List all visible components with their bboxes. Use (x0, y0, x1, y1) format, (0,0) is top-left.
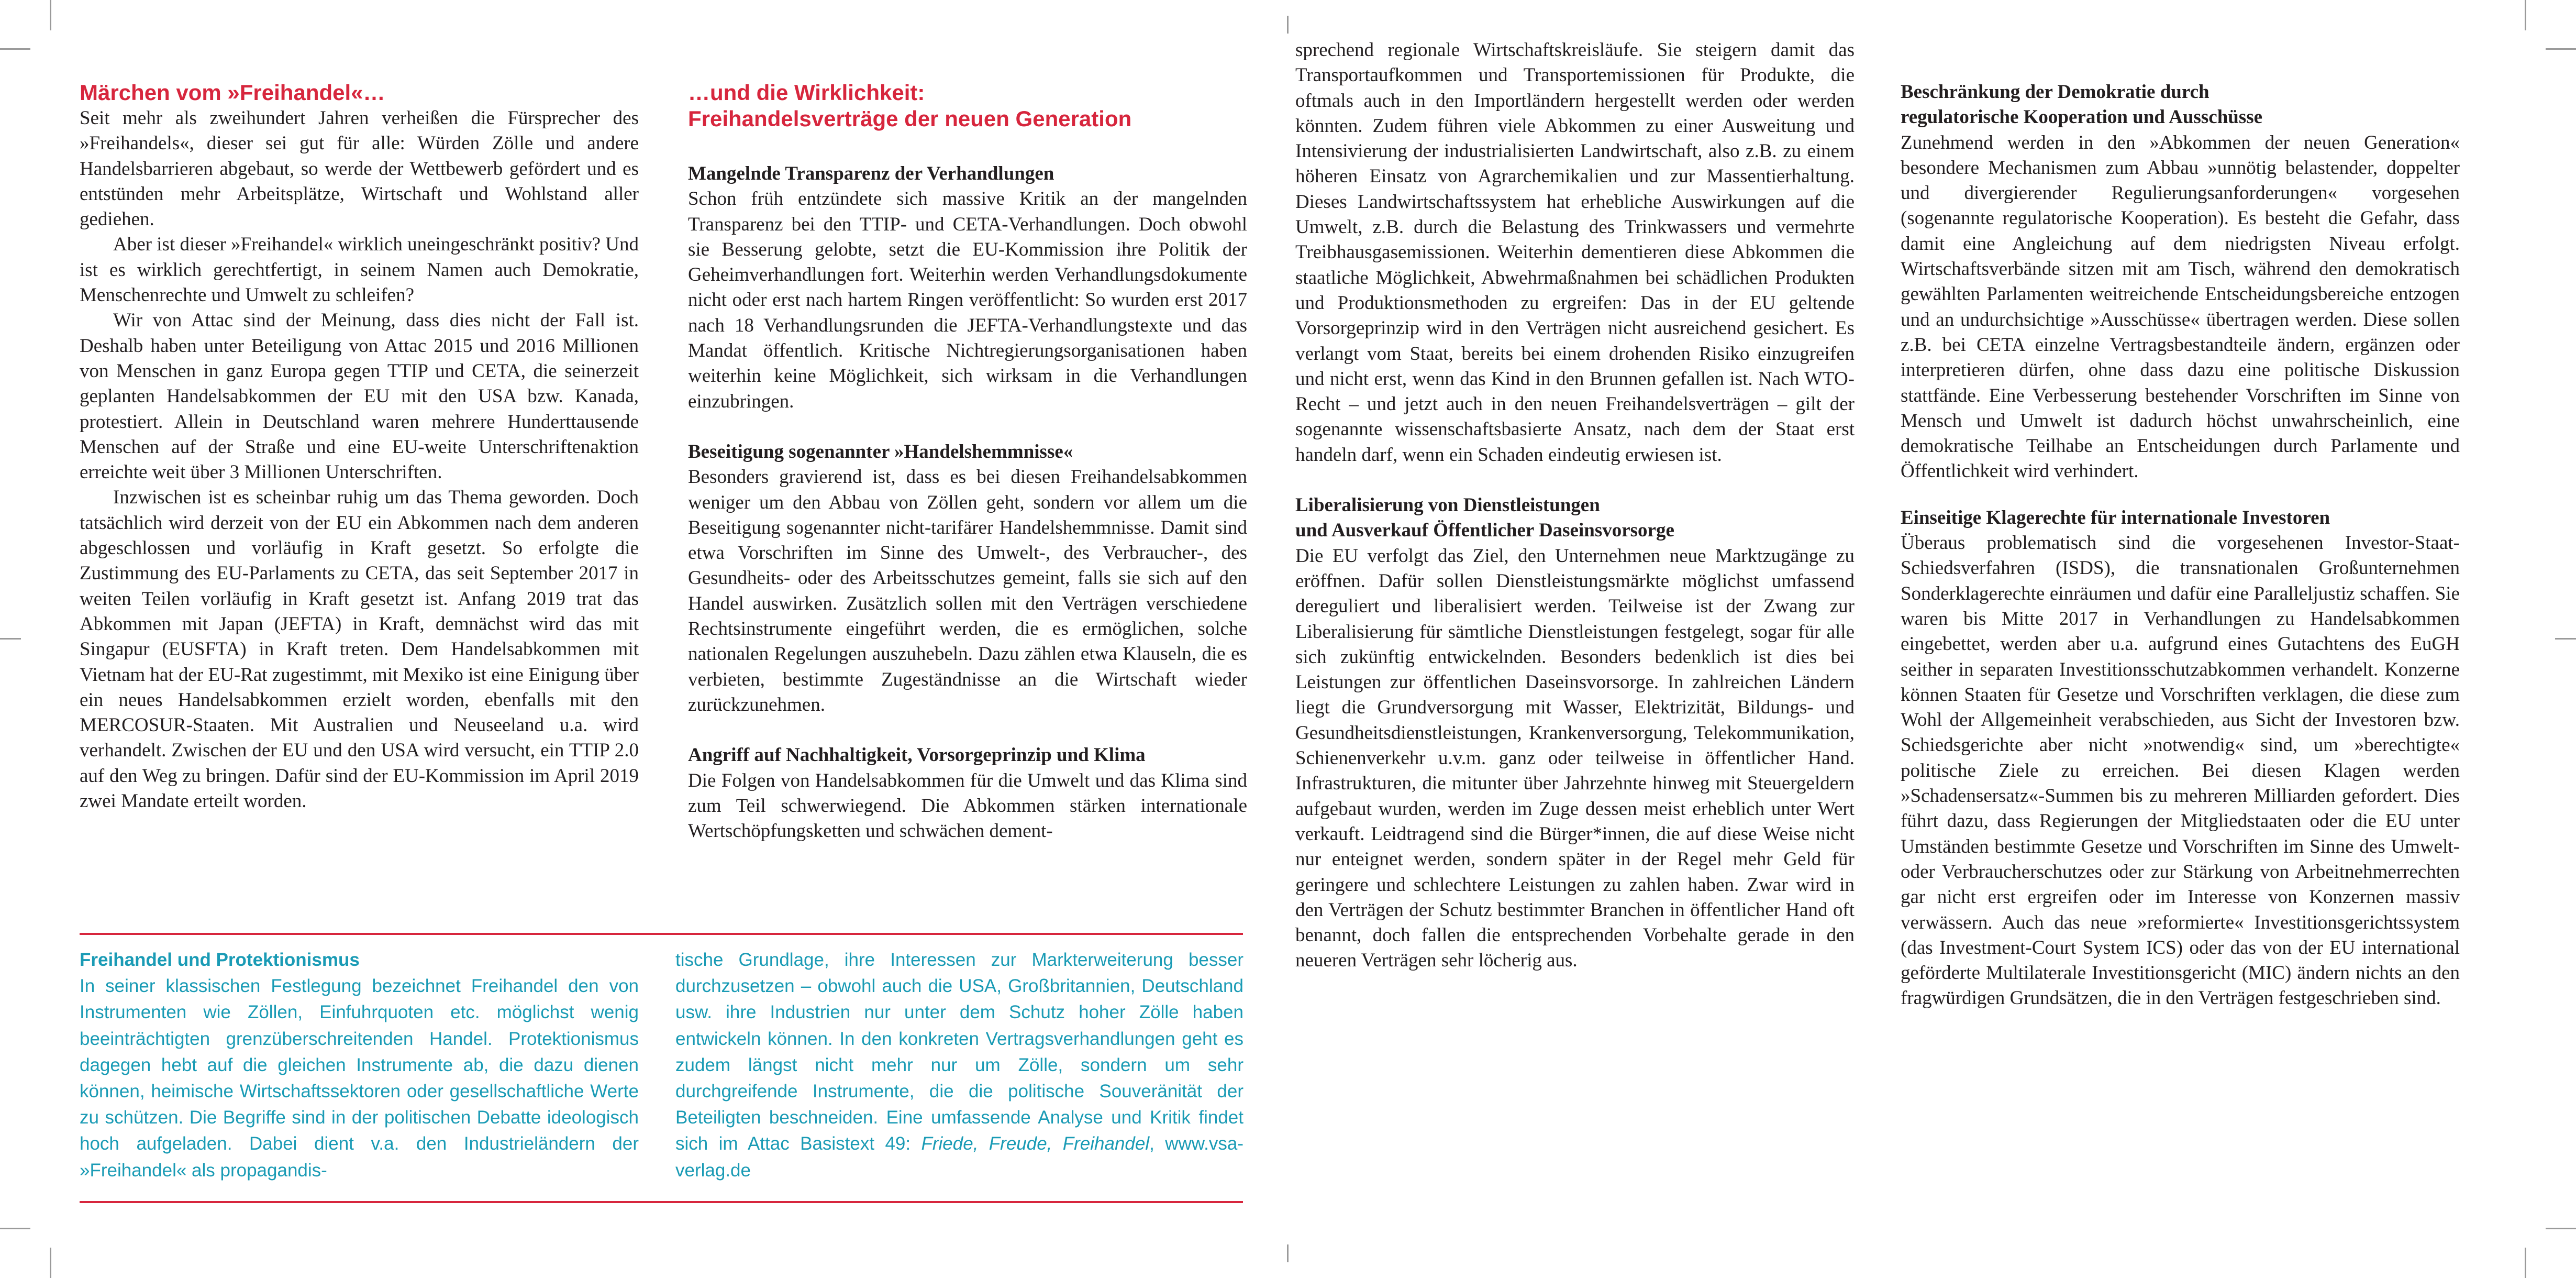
paragraph: Seit mehr als zweihundert Jahren verheißen die Fürsprecher des »Freihandels«, dieser sei gut für alle: Würden Zölle und andere Handelsbarrieren abgebaut, so werde der Wettbewerb gefördert und es entstünden mehr Arbeitsplätze, Wirtschaft und Wohlstand aller gediehen. (80, 107, 639, 230)
info-box-text (675, 947, 1243, 1184)
heading-line: Freihandelsverträge der neuen Generation (688, 106, 1132, 131)
section-title-klagerechte: Einseitige Klagerechte für internationale Investoren (1901, 506, 2330, 528)
box-top-rule (80, 933, 1243, 935)
section-title-transparenz: Mangelnde Transparenz der Verhandlungen (688, 163, 1054, 184)
paragraph: Überaus problematisch sind die vorgesehenen Investor-Staat-Schiedsverfahren (ISDS), die transnationalen Großunternehmen Sonderklagerechte einräumen und dafür eine Paralleljustiz schaffen. Sie waren bis Mitte 2017 in Verhandlungen zu Handelsabkommen eingebettet, werden aber u.a. aufgrund eines Gutachtens des EuGH seither in separaten Investitionsschutzabkommen verhandelt. Konzerne können Staaten für Gesetze und Vorschriften verklagen, die diese zum Wohl der Allgemeinheit verabschieden, aus Sicht der Investoren bzw. Schiedsgerichte aber nicht »notwendig« sind, um »berechtigte« politische Ziele zu erreichen. Bei diesen Klagen werden »Schadensersatz«-Summen bis zu mehreren Milliarden gefordert. Dies führt dazu, dass Regierungen der Mitgliedstaaten oder die EU unter Umständen bestimmte Gesetze und Vorschriften im Sinne des Umwelt- oder Verbraucherschutzes oder zur Stärkung von Arbeitnehmerrechten gar nicht erst ergreifen oder im Interesse von Konzernen massiv verwässern. Auch das neue »reformierte« Investitionsgerichtssystem (das Investment-Court System ICS) oder das von der EU international geförderte Multilaterale Investitionsgericht (MIC) ändern nichts an den fragwürdigen Grundsätzen, die in den Verträgen festgeschrieben sind. (1901, 532, 2460, 1009)
info-box-left (80, 947, 639, 1184)
crop-mark (2525, 0, 2526, 30)
box-bottom-rule (80, 1201, 1243, 1203)
info-box-title: Freihandel und Protektionismus (80, 950, 360, 970)
paragraph: Wir von Attac sind der Meinung, dass dies nicht der Fall ist. Deshalb haben unter Beteiligung von Attac 2015 und 2016 Millionen von Menschen in ganz Europa gegen TTIP und CETA, die seinerzeit geplanten Handelsabkommen der EU mit den USA bzw. Kanada, protestiert. Allein in Deutschland waren mehrere Hunderttausende Menschen auf der Straße und eine EU-weite Unterschriftenaktion erreichte weit über 3 Millionen Unterschriften. (80, 310, 639, 483)
section-title-dienstleistungen (1295, 493, 1855, 544)
section-title-handelshemmnisse: Beseitigung sogenannter »Handelshemmnisse« (688, 440, 1073, 462)
paragraph: Aber ist dieser »Freihandel« wirklich uneingeschränkt positiv? Und ist es wirklich gerechtfertigt, in seinem Namen auch Demokratie, Menschenrechte und Umwelt zu schleifen? (80, 234, 639, 306)
heading-line: …und die Wirklichkeit: (688, 80, 925, 105)
fold-mark (1287, 1244, 1289, 1262)
paragraph: sprechend regionale Wirtschaftskreisläufe. Sie steigern damit das Transportaufkommen und Transportemissionen für Produkte, die oftmals auch in den Importländern hergestellt werden oder werden könnten. Zudem führen viele Abkommen zu einer Ausweitung und Intensivierung der industrialisierten Landwirtschaft, also z.B. zu einem höheren Einsatz von Agrarchemikalien und zur Massentierhaltung. Dieses Landwirtschaftssystem hat erhebliche Auswirkungen auf die Umwelt, z.B. durch die Belastung des Trinkwassers und vermehrte Treibhausgasemissionen. Weiterhin dementieren diese Abkommen die staatliche Möglichkeit, Abwehrmaßnahmen bei schädlichen Produkten und Produktionsmethoden zu ergreifen: Das in der EU geltende Vorsorgeprinzip wird in den Verträgen nicht ausreichend gesichert. Es verlangt vom Staat, bereits bei einem drohenden Risiko einzugreifen und nicht erst, wenn das Kind in den Brunnen gefallen ist. Nach WTO-Recht – und jetzt auch in den neuen Freihandelsverträgen – gilt der sogenannte wissenschaftsbasierte Ansatz, nach dem der Staat erst handeln darf, wenn ein Schaden eindeutig erwiesen ist. (1295, 39, 1855, 466)
crop-mark (0, 1228, 30, 1229)
crop-mark (2546, 1228, 2576, 1229)
section-title-demokratie (1901, 80, 2460, 130)
crop-mark (0, 638, 21, 640)
crop-mark (50, 1248, 51, 1278)
column-4 (1901, 80, 2460, 1011)
section-title-line: Liberalisierung von Dienstleistungen (1295, 494, 1600, 516)
crop-mark (2546, 48, 2576, 50)
section-title-line: und Ausverkauf Öffentlicher Daseinsvorsorge (1295, 520, 1674, 542)
publisher-link[interactable]: , www.vsa-verlag.de (675, 1133, 1243, 1181)
heading-maerchen: Märchen vom »Freihandel«… (80, 80, 385, 105)
section-title-nachhaltigkeit: Angriff auf Nachhaltigkeit, Vorsorgeprinzip und Klima (688, 744, 1146, 766)
section-title-line: regulatorische Kooperation und Ausschüsse (1901, 106, 2263, 128)
crop-mark (0, 48, 30, 50)
book-title: Friede, Freude, Freihandel (921, 1133, 1150, 1154)
paragraph: Die EU verfolgt das Ziel, den Unternehmen neue Marktzugänge zu eröffnen. Dafür sollen Dienstleistungsmärkte möglichst umfassend dereguliert und liberalisiert werden. Teilweise ist der Zwang zur Liberalisierung für sämtliche Dienstleistungen festgelegt, sogar für alle sich zukünftig entwickelnden. Besonders bedenklich ist dies bei Leistungen zur öffentlichen Daseinsvorsorge. In zahlreichen Ländern liegt die Grundversorgung mit Wasser, Elektrizität, Bildungs- und Gesundheitsdienstleistungen, Krankenversorgung, Telekommunikation, Schienenverkehr u.v.m. ganz oder teilweise in öffentlicher Hand. Infrastrukturen, die mitunter über Jahrzehnte hinweg mit Steuergeldern aufgebaut wurden, werden im Zuge dessen meist erheblich unter Wert verkauft. Leidtragend sind die Bürger*innen, die auf diese Weise nicht nur enteignet werden, sondern später in der Regel mehr Geld für geringere und schlechtere Leistungen zu zahlen haben. Zwar wird in den Verträgen der Schutz bestimmter Branchen in öffentlicher Hand oft benannt, doch fallen die entsprechenden Vorbehalte gerade in den neueren Verträgen sehr löcherig aus. (1295, 545, 1855, 972)
paragraph: Inzwischen ist es scheinbar ruhig um das Thema geworden. Doch tatsächlich wird derzeit von der EU ein Abkommen nach dem anderen abgeschlossen und vorläufig in Kraft gesetzt. So erfolgte die Zustimmung des EU-Parlaments zu CETA, das seit September 2017 in weiten Teilen vorläufig in Kraft gesetzt ist. Anfang 2019 trat das Abkommen mit Japan (JEFTA) in Kraft, demnächst wird das mit Singapur (EUSFTA) in Kraft treten. Dem Handelsabkommen mit Vietnam hat der EU-Rat zugestimmt, mit Mexiko ist eine Einigung über ein neues Handelsabkommen erzielt worden, ebenfalls mit den MERCOSUR-Staaten. Mit Australien und Neuseeland u.a. wird verhandelt. Zwischen der EU und den USA wird versucht, ein TTIP 2.0 auf den Weg zu bringen. Dafür sind der EU-Kommission im April 2019 zwei Mandate erteilt worden. (80, 487, 639, 812)
paragraph: Zunehmend werden in den »Abkommen der neuen Generation« besondere Mechanismen zum Abbau »unnötig belastender, doppelter und divergierender Regulierungsanforderungen« vorgesehen (sogenannte regulatorische Kooperation). Es besteht die Gefahr, dass damit eine Angleichung auf dem niedrigsten Niveau erfolgt. Wirtschaftsverbände sitzen mit am Tisch, während den demokratisch gewählten Parlamenten weitreichende Entscheidungsbereiche entzogen und an undurchsichtige »Ausschüsse« übertragen werden. Diese sollen z.B. bei CETA einzelne Vertragsbestandteile ändern, ergänzen oder interpretieren dürfen, ohne dass dazu eine politische Diskussion stattfände. Eine Verbesserung bestehender Vorschriften im Sinne von Mensch und Umwelt ist dadurch höchst unwahrscheinlich, eine demokratische Teilhabe an Entscheidungen durch Parlamente und Öffentlichkeit wird verhindert. (1901, 131, 2460, 482)
section-title-line: Beschränkung der Demokratie durch (1901, 81, 2209, 103)
column-1 (80, 80, 639, 814)
column-3 (1295, 38, 1855, 974)
info-box-text: In seiner klassischen Festlegung bezeichnet Freihandel den von Instrumenten wie Zöllen, Einfuhrquoten etc. möglichst wenig beeinträchtigten grenzüberschreitenden Handel. Protektionismus dagegen hebt auf die gleichen Instrumente ab, die dazu dienen können, heimische Wirtschaftssektoren oder gesellschaftliche Werte zu schützen. Die Begriffe sind in der politischen Debatte ideologisch hoch aufgeladen. Dabei dient v.a. den Industrieländern der »Freihandel« als propagandis- (80, 976, 639, 1181)
column-2 (688, 80, 1247, 844)
paragraph: Die Folgen von Handelsabkommen für die Umwelt und das Klima sind zum Teil schwerwiegend. Die Abkommen stärken internationale Wertschöpfungsketten und schwächen dement- (688, 769, 1247, 842)
fold-mark (1287, 16, 1289, 34)
info-box-text-part: tische Grundlage, ihre Interessen zur Markterweiterung besser durchzusetzen – obwohl auch die USA, Großbritannien, Deutschland usw. ihre Industrien nur unter dem Schutz hoher Zölle haben entwickeln können. In den konkreten Vertragsverhandlungen geht es zudem längst nicht mehr nur um Zölle, sondern um sehr durchgreifende Instrumente, die die politische Souveränität der Beteiligten beschneiden. Eine umfassende Analyse und Kritik findet sich im Attac Basistext 49: (675, 950, 1243, 1154)
paragraph: Besonders gravierend ist, dass es bei diesen Freihandelsabkommen weniger um den Abbau von Zöllen geht, sondern vor allem um die Beseitigung sogenannter nicht-tarifärer Handelshemmnisse. Damit sind etwa Vorschriften im Sinne des Umwelt-, des Verbraucher-, des Gesundheits- oder des Arbeitsschutzes gemeint, falls sie sich auf den Handel auswirken. Zusätzlich sollen mit den Verträgen verschiedene Rechtsinstrumente eingeführt werden, die es ermöglichen, solche nationalen Regelungen auszuhebeln. Dazu zählen etwa Klauseln, die es verbieten, bestimmte Zugeständnisse an die Wirtschaft wieder zurückzunehmen. (688, 466, 1247, 715)
crop-mark (50, 0, 51, 30)
crop-mark (2525, 1248, 2526, 1278)
paragraph: Schon früh entzündete sich massive Kritik an der mangelnden Transparenz bei den TTIP- und CETA-Verhandlungen. Doch obwohl sie Besserung gelobte, setzt die EU-Kommission ihre Politik der Geheimverhandlungen fort. Weiterhin werden Verhandlungsdokumente nicht oder erst nach hartem Ringen veröffentlicht: So wurden erst 2017 nach 18 Verhandlungsrunden die JEFTA-Verhandlungstexte und das Mandat öffentlich. Kritische Nichtregierungsorganisationen haben weiterhin keine Möglichkeit, sich wirksam in die Verhandlungen einzubringen. (688, 188, 1247, 412)
heading-wirklichkeit (688, 80, 1247, 132)
info-box-right (675, 947, 1243, 1184)
crop-mark (2555, 638, 2576, 640)
